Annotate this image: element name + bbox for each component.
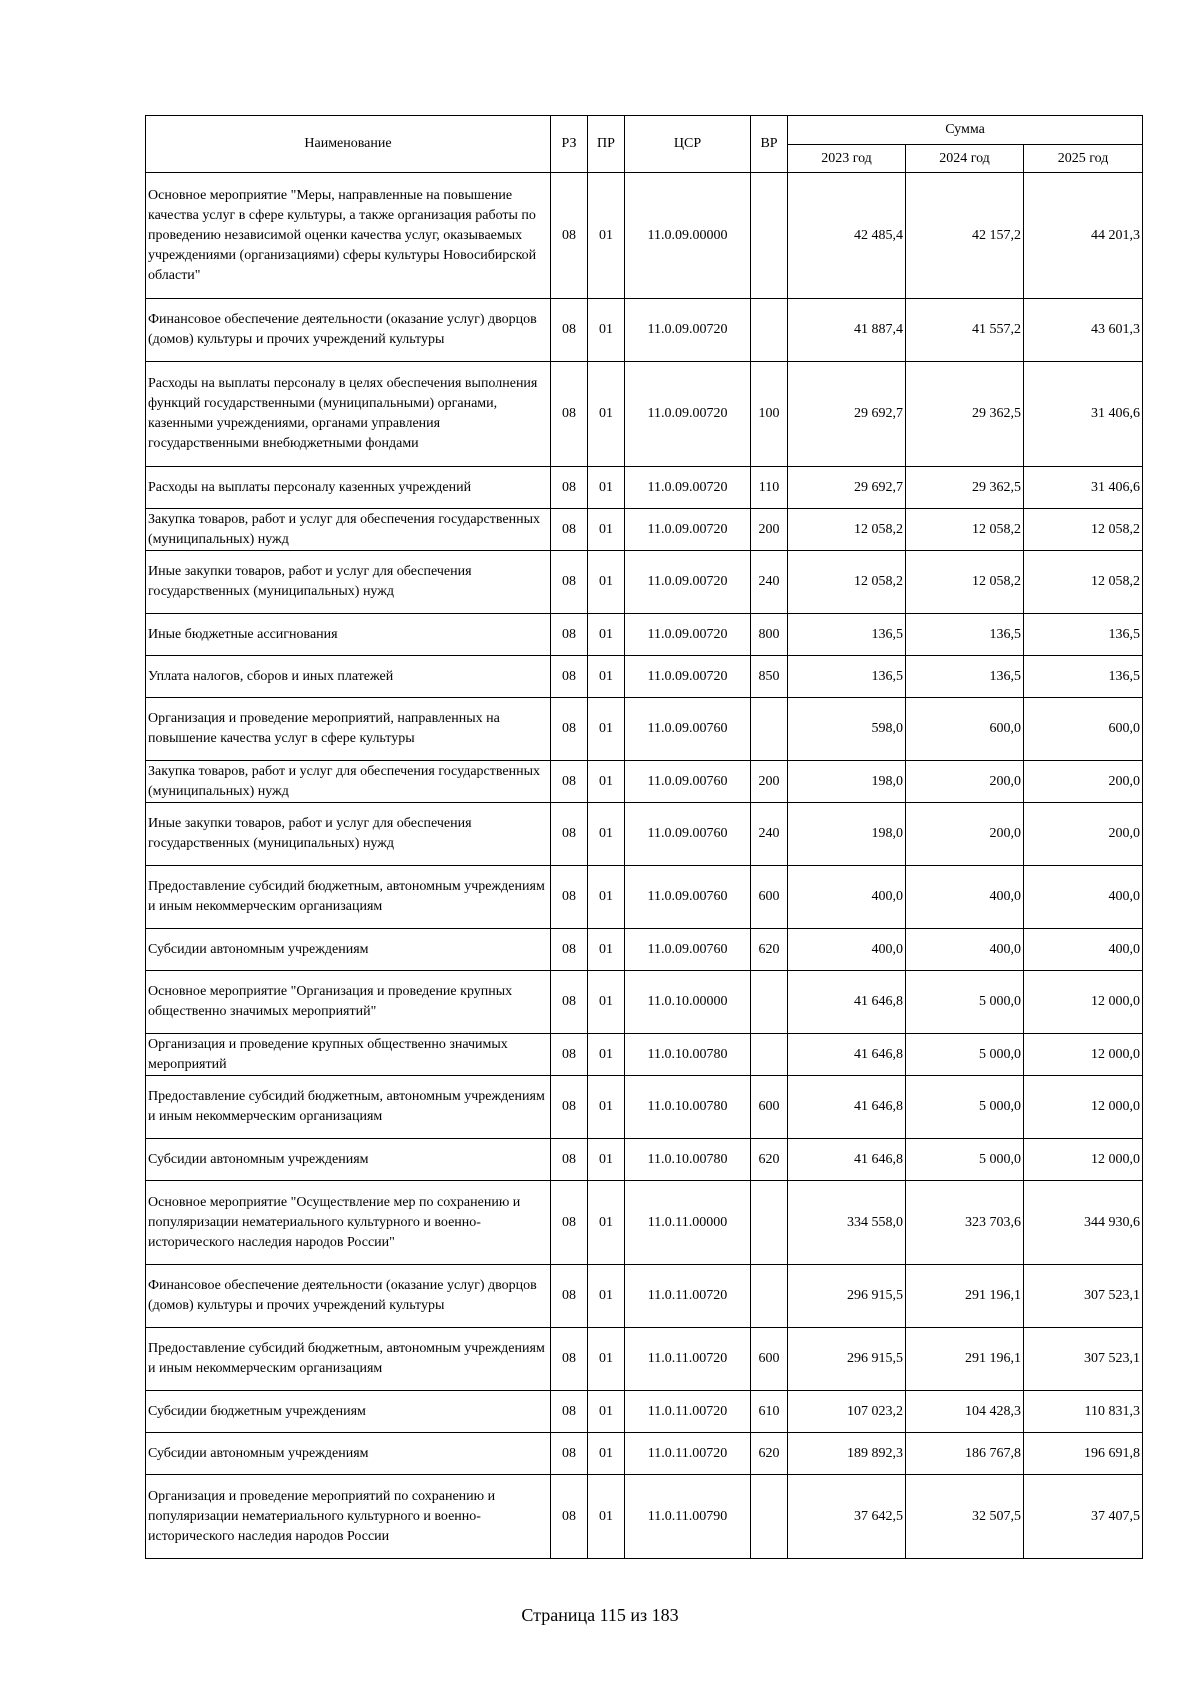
cell-2024: 41 557,2: [906, 299, 1024, 362]
cell-csr: 11.0.09.00760: [625, 803, 751, 866]
cell-csr: 11.0.09.00720: [625, 656, 751, 698]
cell-csr: 11.0.09.00720: [625, 362, 751, 467]
cell-2023: 37 642,5: [788, 1475, 906, 1559]
cell-2023: 42 485,4: [788, 173, 906, 299]
cell-rz: 08: [551, 866, 588, 929]
cell-csr: 11.0.11.00000: [625, 1181, 751, 1265]
cell-rz: 08: [551, 1076, 588, 1139]
cell-2024: 32 507,5: [906, 1475, 1024, 1559]
cell-pr: 01: [588, 173, 625, 299]
table-row: [146, 1328, 1143, 1391]
cell-pr: 01: [588, 1181, 625, 1265]
cell-2025: 12 058,2: [1024, 509, 1143, 551]
cell-2023: 41 646,8: [788, 1076, 906, 1139]
cell-csr: 11.0.09.00760: [625, 866, 751, 929]
cell-rz: 08: [551, 1391, 588, 1433]
cell-2023: 41 887,4: [788, 299, 906, 362]
cell-name: Субсидии автономным учреждениям: [146, 929, 551, 971]
cell-2025: 44 201,3: [1024, 173, 1143, 299]
cell-2025: 12 000,0: [1024, 1034, 1143, 1076]
cell-2025: 136,5: [1024, 614, 1143, 656]
cell-vr: [751, 173, 788, 299]
cell-2024: 104 428,3: [906, 1391, 1024, 1433]
cell-2024: 5 000,0: [906, 1139, 1024, 1181]
cell-vr: [751, 971, 788, 1034]
cell-name: Закупка товаров, работ и услуг для обеспечения государственных (муниципальных) нужд: [146, 509, 551, 551]
cell-name: Предоставление субсидий бюджетным, автономным учреждениям и иным некоммерческим организациям: [146, 1076, 551, 1139]
cell-csr: 11.0.11.00720: [625, 1433, 751, 1475]
table-row: [146, 656, 1143, 698]
cell-name: Расходы на выплаты персоналу казенных учреждений: [146, 467, 551, 509]
cell-pr: 01: [588, 362, 625, 467]
cell-2024: 136,5: [906, 656, 1024, 698]
cell-2023: 41 646,8: [788, 1034, 906, 1076]
cell-rz: 08: [551, 467, 588, 509]
table-row: [146, 1181, 1143, 1265]
cell-pr: 01: [588, 1139, 625, 1181]
cell-csr: 11.0.09.00720: [625, 509, 751, 551]
table-row: [146, 1034, 1143, 1076]
table-row: [146, 362, 1143, 467]
cell-rz: 08: [551, 1181, 588, 1265]
cell-csr: 11.0.11.00720: [625, 1391, 751, 1433]
cell-vr: 600: [751, 1328, 788, 1391]
cell-vr: 620: [751, 929, 788, 971]
table-row: [146, 173, 1143, 299]
cell-2025: 12 000,0: [1024, 1139, 1143, 1181]
cell-pr: 01: [588, 929, 625, 971]
cell-2024: 200,0: [906, 761, 1024, 803]
cell-2025: 400,0: [1024, 929, 1143, 971]
header-csr: ЦСР: [625, 116, 751, 173]
header-vr: ВР: [751, 116, 788, 173]
header-year-2025: 2025 год: [1024, 145, 1143, 173]
cell-vr: [751, 698, 788, 761]
cell-name: Уплата налогов, сборов и иных платежей: [146, 656, 551, 698]
cell-vr: 240: [751, 551, 788, 614]
cell-pr: 01: [588, 1034, 625, 1076]
table-row: [146, 1076, 1143, 1139]
cell-pr: 01: [588, 1391, 625, 1433]
cell-name: Финансовое обеспечение деятельности (оказание услуг) дворцов (домов) культуры и прочих учреждений культуры: [146, 299, 551, 362]
cell-name: Организация и проведение мероприятий, направленных на повышение качества услуг в сфере культуры: [146, 698, 551, 761]
cell-rz: 08: [551, 803, 588, 866]
cell-csr: 11.0.09.00720: [625, 467, 751, 509]
table-row: [146, 1475, 1143, 1559]
cell-csr: 11.0.10.00000: [625, 971, 751, 1034]
cell-pr: 01: [588, 467, 625, 509]
cell-name: Субсидии бюджетным учреждениям: [146, 1391, 551, 1433]
cell-pr: 01: [588, 698, 625, 761]
cell-2025: 307 523,1: [1024, 1328, 1143, 1391]
cell-name: Закупка товаров, работ и услуг для обеспечения государственных (муниципальных) нужд: [146, 761, 551, 803]
cell-rz: 08: [551, 1475, 588, 1559]
cell-2023: 189 892,3: [788, 1433, 906, 1475]
cell-2024: 29 362,5: [906, 362, 1024, 467]
cell-2023: 136,5: [788, 614, 906, 656]
cell-2023: 198,0: [788, 761, 906, 803]
cell-2023: 334 558,0: [788, 1181, 906, 1265]
cell-csr: 11.0.09.00720: [625, 614, 751, 656]
cell-2025: 37 407,5: [1024, 1475, 1143, 1559]
cell-rz: 08: [551, 1139, 588, 1181]
cell-2023: 296 915,5: [788, 1328, 906, 1391]
cell-2023: 12 058,2: [788, 551, 906, 614]
cell-csr: 11.0.09.00720: [625, 551, 751, 614]
cell-2025: 196 691,8: [1024, 1433, 1143, 1475]
table-row: [146, 467, 1143, 509]
cell-vr: 620: [751, 1433, 788, 1475]
cell-2024: 400,0: [906, 929, 1024, 971]
cell-csr: 11.0.10.00780: [625, 1139, 751, 1181]
cell-2025: 12 000,0: [1024, 971, 1143, 1034]
cell-2023: 198,0: [788, 803, 906, 866]
cell-csr: 11.0.09.00760: [625, 929, 751, 971]
cell-name: Расходы на выплаты персоналу в целях обеспечения выполнения функций государственными (муниципальными) органами, казенными учреждениями, органами управления государственными внебюджетными фондами: [146, 362, 551, 467]
cell-2024: 29 362,5: [906, 467, 1024, 509]
cell-2025: 600,0: [1024, 698, 1143, 761]
cell-2024: 200,0: [906, 803, 1024, 866]
cell-2025: 31 406,6: [1024, 362, 1143, 467]
cell-2023: 41 646,8: [788, 1139, 906, 1181]
cell-csr: 11.0.09.00720: [625, 299, 751, 362]
cell-rz: 08: [551, 698, 588, 761]
cell-2023: 400,0: [788, 866, 906, 929]
cell-2025: 400,0: [1024, 866, 1143, 929]
header-sum: Сумма: [788, 116, 1143, 145]
cell-rz: 08: [551, 509, 588, 551]
cell-2025: 43 601,3: [1024, 299, 1143, 362]
table-row: [146, 551, 1143, 614]
cell-csr: 11.0.11.00790: [625, 1475, 751, 1559]
cell-pr: 01: [588, 803, 625, 866]
cell-name: Основное мероприятие "Меры, направленные на повышение качества услуг в сфере культуры, а также организация работы по проведению независимой оценки качества услуг, оказываемых учреждениями (организациями) сферы культуры Новосибирской области": [146, 173, 551, 299]
table-row: [146, 971, 1143, 1034]
cell-vr: [751, 1265, 788, 1328]
cell-vr: 200: [751, 761, 788, 803]
cell-name: Иные закупки товаров, работ и услуг для обеспечения государственных (муниципальных) нужд: [146, 551, 551, 614]
cell-rz: 08: [551, 299, 588, 362]
cell-csr: 11.0.10.00780: [625, 1076, 751, 1139]
table-row: [146, 698, 1143, 761]
cell-2023: 41 646,8: [788, 971, 906, 1034]
cell-2023: 12 058,2: [788, 509, 906, 551]
table-row: [146, 803, 1143, 866]
table-row: [146, 1139, 1143, 1181]
cell-name: Основное мероприятие "Осуществление мер по сохранению и популяризации нематериального культурного и военно-исторического наследия народов России": [146, 1181, 551, 1265]
cell-2025: 12 058,2: [1024, 551, 1143, 614]
cell-rz: 08: [551, 1328, 588, 1391]
cell-2025: 31 406,6: [1024, 467, 1143, 509]
cell-2024: 12 058,2: [906, 551, 1024, 614]
header-year-2024: 2024 год: [906, 145, 1024, 173]
cell-2023: 136,5: [788, 656, 906, 698]
page-number: Страница 115 из 183: [521, 1605, 679, 1625]
cell-csr: 11.0.09.00760: [625, 761, 751, 803]
cell-vr: 200: [751, 509, 788, 551]
cell-name: Предоставление субсидий бюджетным, автономным учреждениям и иным некоммерческим организациям: [146, 1328, 551, 1391]
cell-pr: 01: [588, 761, 625, 803]
cell-2023: 598,0: [788, 698, 906, 761]
cell-pr: 01: [588, 1265, 625, 1328]
cell-csr: 11.0.10.00780: [625, 1034, 751, 1076]
budget-table: [145, 115, 1143, 1559]
header-name: Наименование: [146, 116, 551, 173]
cell-vr: [751, 299, 788, 362]
cell-vr: 620: [751, 1139, 788, 1181]
cell-2024: 186 767,8: [906, 1433, 1024, 1475]
table-row: [146, 1265, 1143, 1328]
table-row: [146, 614, 1143, 656]
cell-rz: 08: [551, 656, 588, 698]
cell-rz: 08: [551, 173, 588, 299]
cell-rz: 08: [551, 1265, 588, 1328]
cell-pr: 01: [588, 866, 625, 929]
cell-name: Субсидии автономным учреждениям: [146, 1433, 551, 1475]
cell-vr: [751, 1181, 788, 1265]
cell-pr: 01: [588, 1433, 625, 1475]
cell-csr: 11.0.09.00000: [625, 173, 751, 299]
cell-vr: 110: [751, 467, 788, 509]
table-body: [146, 173, 1143, 1559]
cell-rz: 08: [551, 971, 588, 1034]
cell-2024: 5 000,0: [906, 971, 1024, 1034]
table-row: [146, 929, 1143, 971]
cell-rz: 08: [551, 1034, 588, 1076]
cell-name: Основное мероприятие "Организация и проведение крупных общественно значимых мероприятий": [146, 971, 551, 1034]
cell-name: Организация и проведение крупных общественно значимых мероприятий: [146, 1034, 551, 1076]
cell-2024: 291 196,1: [906, 1328, 1024, 1391]
cell-rz: 08: [551, 761, 588, 803]
cell-name: Иные бюджетные ассигнования: [146, 614, 551, 656]
cell-vr: 600: [751, 866, 788, 929]
cell-pr: 01: [588, 656, 625, 698]
cell-rz: 08: [551, 614, 588, 656]
header-pr: ПР: [588, 116, 625, 173]
cell-2023: 400,0: [788, 929, 906, 971]
cell-name: Иные закупки товаров, работ и услуг для обеспечения государственных (муниципальных) нужд: [146, 803, 551, 866]
cell-2024: 136,5: [906, 614, 1024, 656]
cell-2025: 307 523,1: [1024, 1265, 1143, 1328]
cell-2025: 12 000,0: [1024, 1076, 1143, 1139]
cell-csr: 11.0.09.00760: [625, 698, 751, 761]
cell-2023: 296 915,5: [788, 1265, 906, 1328]
cell-rz: 08: [551, 929, 588, 971]
cell-vr: 600: [751, 1076, 788, 1139]
cell-2024: 5 000,0: [906, 1034, 1024, 1076]
cell-2024: 400,0: [906, 866, 1024, 929]
cell-vr: 800: [751, 614, 788, 656]
header-rz: РЗ: [551, 116, 588, 173]
cell-2025: 136,5: [1024, 656, 1143, 698]
cell-vr: [751, 1475, 788, 1559]
cell-2024: 42 157,2: [906, 173, 1024, 299]
cell-vr: 240: [751, 803, 788, 866]
cell-2024: 291 196,1: [906, 1265, 1024, 1328]
table-row: [146, 761, 1143, 803]
cell-name: Организация и проведение мероприятий по сохранению и популяризации нематериального культурного и военно-исторического наследия народов России: [146, 1475, 551, 1559]
cell-2024: 323 703,6: [906, 1181, 1024, 1265]
cell-rz: 08: [551, 1433, 588, 1475]
cell-rz: 08: [551, 551, 588, 614]
cell-pr: 01: [588, 1475, 625, 1559]
cell-pr: 01: [588, 299, 625, 362]
cell-2024: 12 058,2: [906, 509, 1024, 551]
cell-2023: 107 023,2: [788, 1391, 906, 1433]
cell-2024: 600,0: [906, 698, 1024, 761]
cell-2025: 200,0: [1024, 803, 1143, 866]
cell-pr: 01: [588, 1328, 625, 1391]
cell-pr: 01: [588, 551, 625, 614]
table-row: [146, 299, 1143, 362]
cell-2023: 29 692,7: [788, 467, 906, 509]
cell-name: Финансовое обеспечение деятельности (оказание услуг) дворцов (домов) культуры и прочих учреждений культуры: [146, 1265, 551, 1328]
cell-csr: 11.0.11.00720: [625, 1328, 751, 1391]
cell-name: Предоставление субсидий бюджетным, автономным учреждениям и иным некоммерческим организациям: [146, 866, 551, 929]
cell-2025: 344 930,6: [1024, 1181, 1143, 1265]
cell-pr: 01: [588, 1076, 625, 1139]
cell-name: Субсидии автономным учреждениям: [146, 1139, 551, 1181]
cell-2025: 200,0: [1024, 761, 1143, 803]
cell-rz: 08: [551, 362, 588, 467]
cell-pr: 01: [588, 509, 625, 551]
cell-2025: 110 831,3: [1024, 1391, 1143, 1433]
header-year-2023: 2023 год: [788, 145, 906, 173]
cell-pr: 01: [588, 614, 625, 656]
cell-2023: 29 692,7: [788, 362, 906, 467]
table-row: [146, 1433, 1143, 1475]
cell-vr: 100: [751, 362, 788, 467]
cell-vr: 850: [751, 656, 788, 698]
cell-csr: 11.0.11.00720: [625, 1265, 751, 1328]
table-row: [146, 866, 1143, 929]
table-row: [146, 509, 1143, 551]
cell-2024: 5 000,0: [906, 1076, 1024, 1139]
table-row: [146, 1391, 1143, 1433]
cell-pr: 01: [588, 971, 625, 1034]
cell-vr: 610: [751, 1391, 788, 1433]
cell-vr: [751, 1034, 788, 1076]
